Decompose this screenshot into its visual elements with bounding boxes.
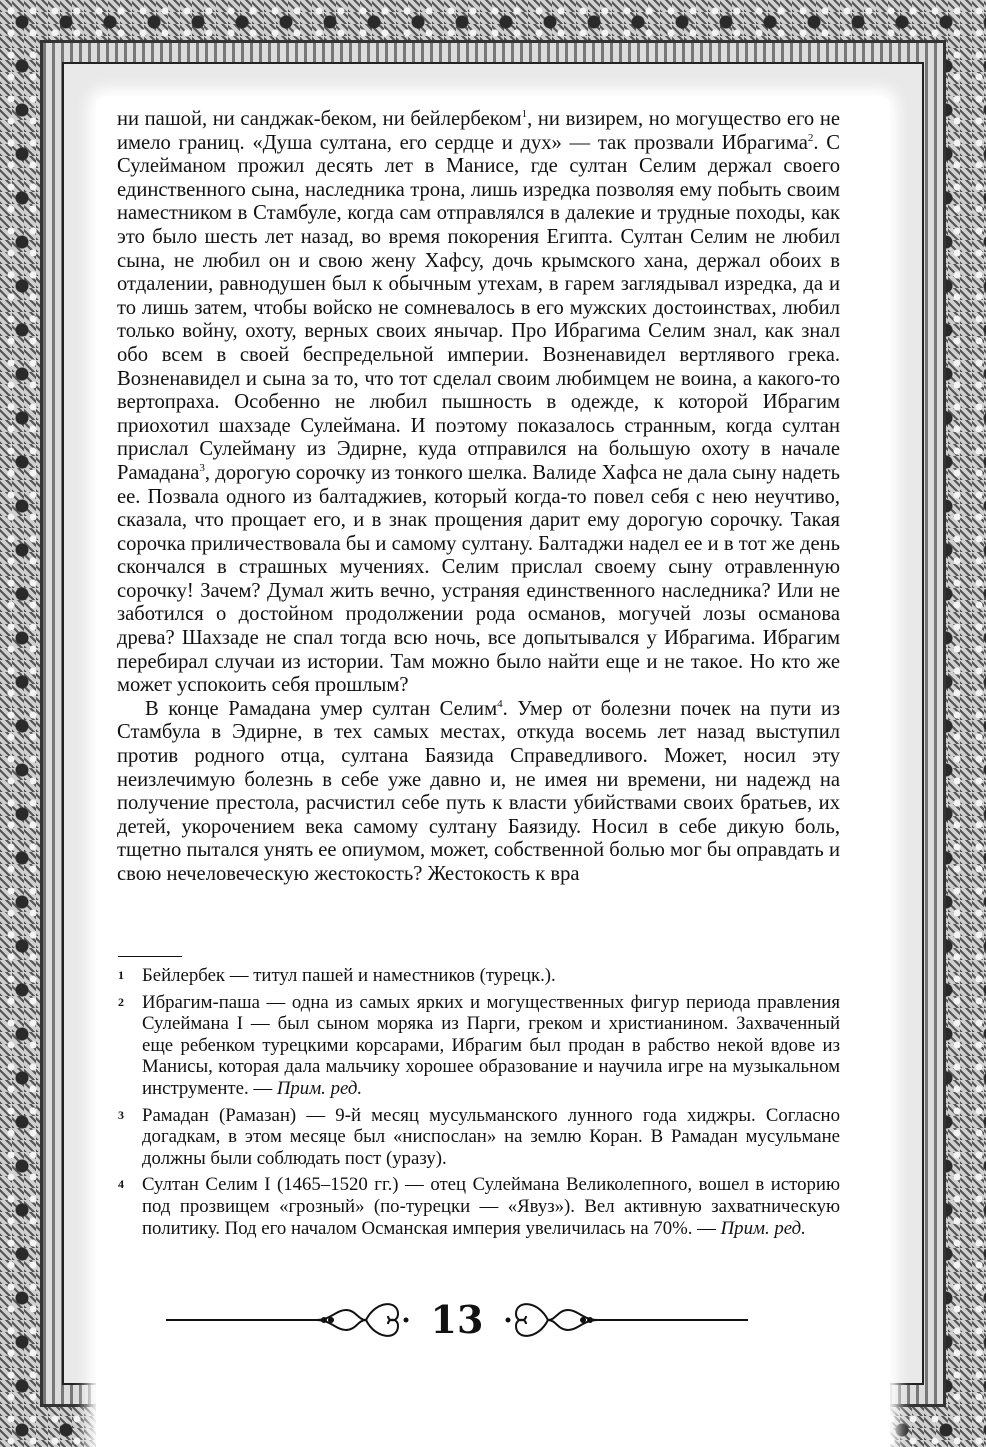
footnote-ref-2[interactable]: 2 xyxy=(807,131,814,144)
flourish-right-upper xyxy=(516,1304,548,1320)
text-run: . Умер от болезни почек на пути из Стамбула в Эдирне, в тех самых местах, откуда восемь лет назад выступил против родного отца, султана Баязида Справедливого. Может, носил эту неизлечимую болезнь в себе уже давно и, не имея ни времени, ни надежд на получение престола, расчистил себе путь к власти убийствами своих братьев, их детей, укорочением века самому султану Баязиду. Носил в себе дикую боль, тщетно пытался унять ее опиумом, может, собственной болью мог бы оправдать и свою нечеловеческую жестокость? Жестокость к вра xyxy=(117,697,840,885)
flourish-dot xyxy=(587,1317,593,1323)
footnote-text: Рамадан (Рамазан) — 9-й месяц мусульманского лунного года хиджры. Согласно догадкам, в этом месяце был «ниспослан» на землю Коран. В Рамадан мусульмане должны были соблюдать пост (уразу). xyxy=(142,1104,840,1169)
main-text xyxy=(117,108,840,887)
flourish-right-lower xyxy=(516,1320,548,1336)
flourish-dot xyxy=(506,1318,511,1323)
flourish-left-lower xyxy=(366,1320,398,1336)
footnote-2 xyxy=(118,992,840,1100)
footnote-1 xyxy=(118,965,840,987)
text-run: В конце Рамадана умер султан Селим xyxy=(145,697,498,720)
footnote-number: 3 xyxy=(118,1107,124,1122)
flourish-left-upper xyxy=(366,1304,398,1320)
flourish-dot xyxy=(321,1317,327,1323)
footnote-ref-3[interactable]: 3 xyxy=(199,461,205,474)
footnote-text: Ибрагим-паша — одна из самых ярких и могущественных фигур периода правления Сулеймана I — был сыном моряка из Парги, греком и христианином. Захваченный еще ребенком турецкими корсарами, Ибрагим был продан в рабство некой вдове из Манисы, которая дала мальчику хорошее образование и научила игре на музыкальном инструменте. — xyxy=(142,991,840,1099)
paragraph-2 xyxy=(117,698,840,887)
paragraph-1 xyxy=(117,108,840,698)
footnote-number: 1 xyxy=(118,968,124,982)
footnote-number: 4 xyxy=(118,1177,124,1192)
footnote-ref-1[interactable]: 1 xyxy=(521,108,528,120)
editor-note: Прим. ред. xyxy=(276,1077,363,1099)
flourish-dot xyxy=(580,1317,586,1323)
footnote-separator xyxy=(118,956,182,957)
text-run: ни пашой, ни санджак-беком, ни бейлербеком xyxy=(117,108,522,130)
page-number: 13 xyxy=(430,1297,484,1342)
text-run: , ни визирем, но могущество его не имело границ. «Душа султана, его сердце и дух» — так прозвали Ибрагима xyxy=(117,108,840,154)
text-run: . С Сулейманом прожил десять лет в Манисе, где султан Селим держал своего единственного сына, наследника трона, лишь изредка позволяя ему побыть своим наместником в Стамбуле, когда сам отправлялся в далекие и трудные походы, как это было шесть лет назад, во время покорения Египта. Султан Селим не любил сына, не любил он и свою жену Хафсу, дочь крымского хана, держал обоих в отдалении, равнодушен был к обычным утехам, в гарем заглядывал изредка, да и то лишь затем, чтобы войско не сомневалось в его мужских достоинствах, любил только войну, охоту, верных своих янычар. Про Ибрагима Селим знал, как знал обо всем в своей беспредельной империи. Возненавидел вертлявого грека. Возненавидел и сына за то, что тот сделал своим любимцем не воина, а какого-то вертопраха. Особенно не любил пышность в одежде, к которой Ибрагим приохотил шахзаде Сулеймана. И поэтому показалось странным, когда султан прислал Сулейману из Эдирне, куда отправился на большую охоту в начале Рамадана xyxy=(117,131,840,484)
footnote-text: Бейлербек — титул пашей и наместников (турецк.). xyxy=(142,965,556,986)
flourish-dot xyxy=(328,1317,334,1323)
flourish-dot xyxy=(404,1318,409,1323)
page-footer xyxy=(166,1288,748,1358)
footnote-text: Султан Селим I (1465–1520 гг.) — отец Сулеймана Великолепного, вошел в историю под прозвищем «грозный» (по-турецки — «Явуз»). Вел активную захватническую политику. Под его началом Османская империя увеличилась на 70%. — xyxy=(142,1174,840,1239)
footnote-3 xyxy=(118,1105,840,1170)
footnote-ref-4[interactable]: 4 xyxy=(497,697,503,710)
text-run: , дорогую сорочку из тонкого шелка. Валиде Хафса не дала сыну надеть ее. Позвала одного из балтаджиев, который когда-то повел себя с нею неучтиво, сказала, что прощает его, и в знак прощения дарит ему дорогую сорочку. Такая сорочка приличествовала бы и самому султану. Балтаджи надел ее и в тот же день скончался в страшных мучениях. Селим прислал своему сыну отравленную сорочку! Зачем? Думал жить вечно, устраняя единственного наследника? Или не заботился о достойном продолжении рода османов, могучей лозы османова древа? Шахзаде не спал тогда всю ночь, все допытывался у Ибрагима. Ибрагим перебирал случаи из истории. Там можно было найти еще и не такое. Но кто же может успокоить себя прошлым? xyxy=(117,461,840,697)
footnote-number: 2 xyxy=(118,994,124,1009)
editor-note: Прим. ред. xyxy=(720,1217,806,1239)
footnote-4 xyxy=(118,1174,840,1239)
footnotes xyxy=(118,965,840,1244)
